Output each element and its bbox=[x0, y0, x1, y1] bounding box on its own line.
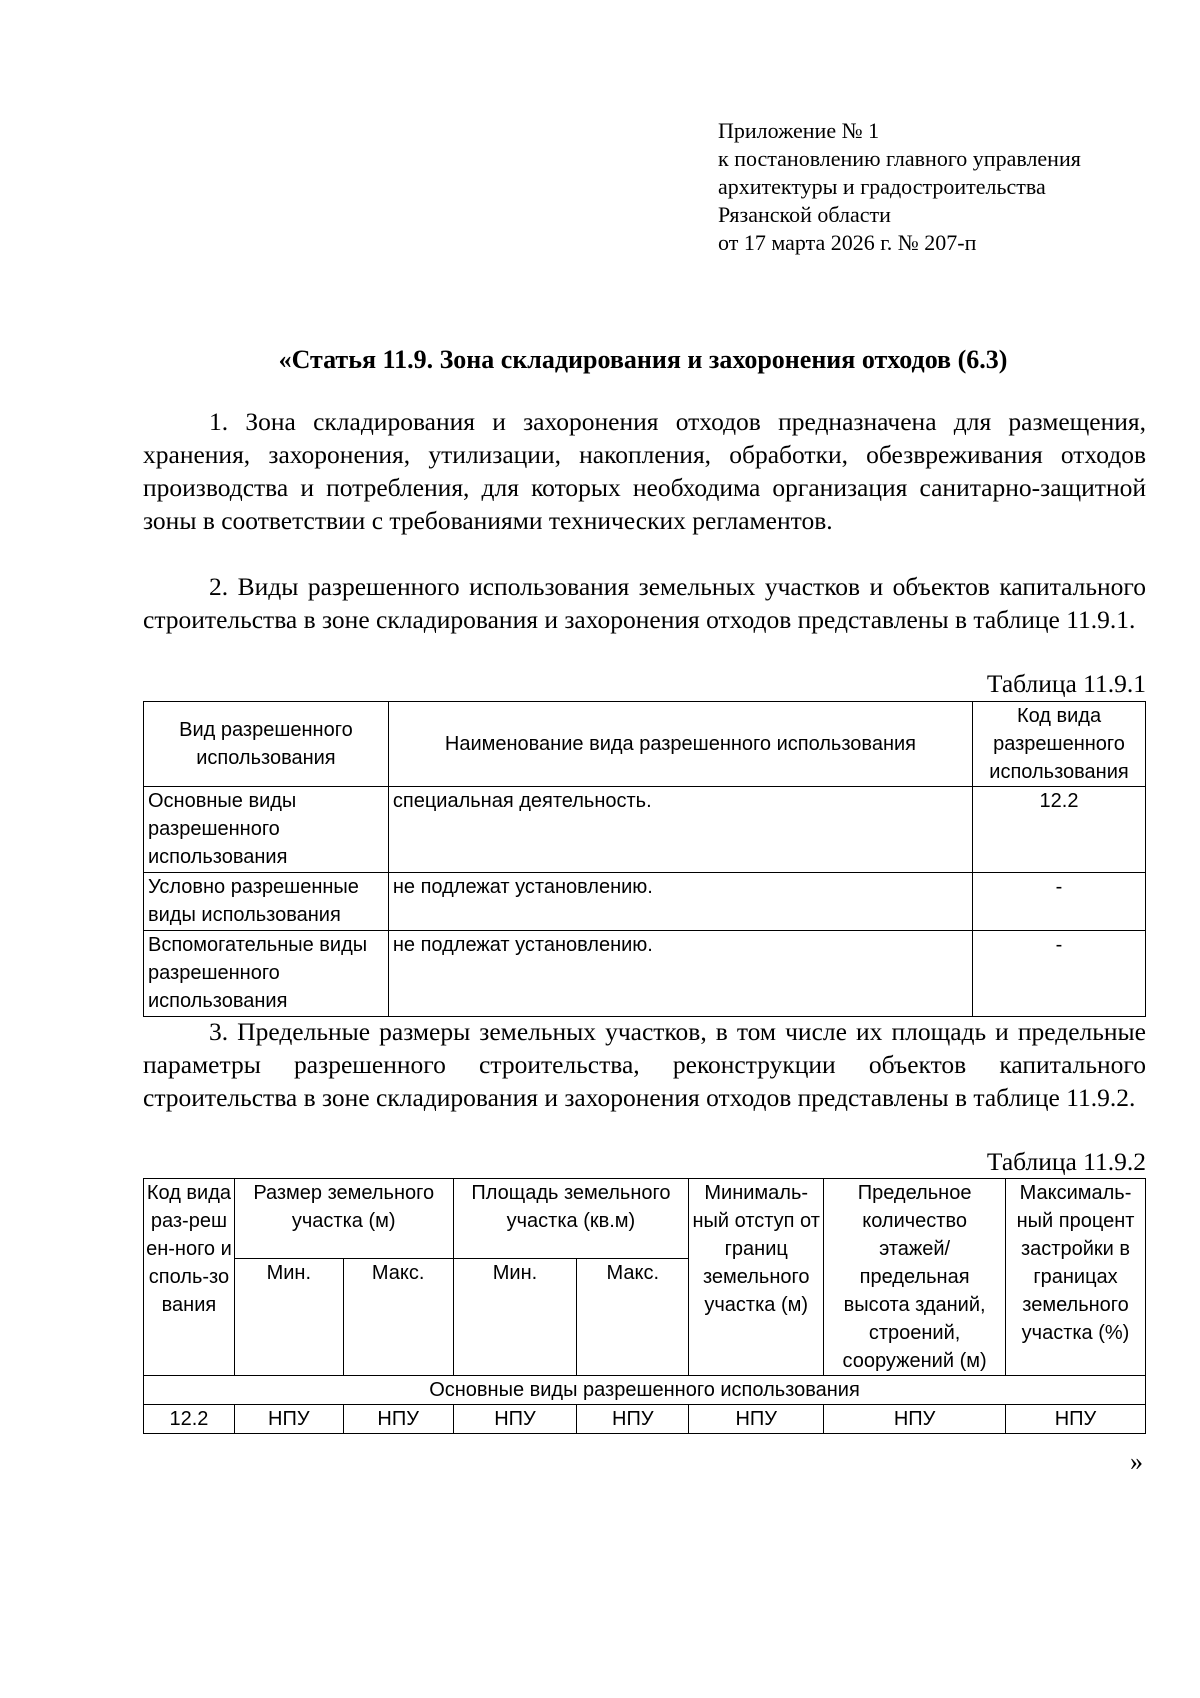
cell-code: - bbox=[973, 931, 1146, 1017]
header-name: Наименование вида разрешенного использования bbox=[388, 702, 972, 787]
cell-setback: НПУ bbox=[689, 1405, 824, 1434]
cell-type: Основные виды разрешенного использования bbox=[144, 787, 389, 873]
table-header-row bbox=[144, 702, 1146, 787]
cell-floors: НПУ bbox=[824, 1405, 1006, 1434]
header-area-min: Мин. bbox=[453, 1259, 577, 1376]
header-type: Вид разрешенного использования bbox=[144, 702, 389, 787]
header-setback: Минималь-ный отступ от границ земельного участка (м) bbox=[689, 1179, 824, 1376]
section-label: Основные виды разрешенного использования bbox=[144, 1376, 1146, 1405]
table-11-9-2 bbox=[143, 1178, 1146, 1434]
appendix-line: архитектуры и градостроительства bbox=[718, 174, 1046, 199]
cell-code: 12.2 bbox=[973, 787, 1146, 873]
table-row bbox=[144, 787, 1146, 873]
header-code: Код вида разрешенного использования bbox=[973, 702, 1146, 787]
appendix-header bbox=[718, 117, 1158, 257]
table-row bbox=[144, 873, 1146, 931]
cell-area-min: НПУ bbox=[453, 1405, 577, 1434]
cell-size-max: НПУ bbox=[343, 1405, 453, 1434]
cell-code: - bbox=[973, 873, 1146, 931]
appendix-line: Приложение № 1 bbox=[718, 118, 880, 143]
cell-type: Вспомогательные виды разрешенного использования bbox=[144, 931, 389, 1017]
paragraph-1: 1. Зона складирования и захоронения отходов предназначена для размещения, хранения, захоронения, утилизации, накопления, обработки, обезвреживания отходов производства и потребления, для которых необходима организация санитарно-защитной зоны в соответствии с требованиями технических регламентов. bbox=[143, 407, 1146, 535]
closing-quote: » bbox=[1130, 1447, 1143, 1476]
cell-name: не подлежат установлению. bbox=[388, 873, 972, 931]
cell-type: Условно разрешенные виды использования bbox=[144, 873, 389, 931]
header-size-max: Макс. bbox=[343, 1259, 453, 1376]
appendix-line: Рязанской области bbox=[718, 202, 891, 227]
cell-name: не подлежат установлению. bbox=[388, 931, 972, 1017]
cell-name: специальная деятельность. bbox=[388, 787, 972, 873]
appendix-line: к постановлению главного управления bbox=[718, 146, 1081, 171]
table2-caption: Таблица 11.9.2 bbox=[986, 1147, 1146, 1176]
header-area: Площадь земельного участка (кв.м) bbox=[453, 1179, 689, 1259]
paragraph-3: 3. Предельные размеры земельных участков, в том числе их площадь и предельные параметры разрешенного строительства, реконструкции объектов капитального строительства в зоне складирования и захоронения отходов представлены в таблице 11.9.2. bbox=[143, 1017, 1146, 1112]
table-header-row bbox=[144, 1179, 1146, 1259]
header-coverage: Максималь-ный процент застройки в границах земельного участка (%) bbox=[1006, 1179, 1146, 1376]
table-row bbox=[144, 931, 1146, 1017]
table-11-9-1 bbox=[143, 701, 1146, 1017]
header-area-max: Макс. bbox=[577, 1259, 689, 1376]
paragraph-2: 2. Виды разрешенного использования земельных участков и объектов капитального строительства в зоне складирования и захоронения отходов представлены в таблице 11.9.1. bbox=[143, 572, 1146, 634]
table-row bbox=[144, 1405, 1146, 1434]
cell-coverage: НПУ bbox=[1006, 1405, 1146, 1434]
cell-code: 12.2 bbox=[144, 1405, 235, 1434]
header-floors: Предельное количество этажей/ предельная высота зданий, строений, сооружений (м) bbox=[824, 1179, 1006, 1376]
appendix-line: от 17 марта 2026 г. № 207-п bbox=[718, 230, 977, 255]
table-section-row bbox=[144, 1376, 1146, 1405]
header-code: Код вида раз-решен-ного исполь-зования bbox=[144, 1179, 235, 1376]
header-size: Размер земельного участка (м) bbox=[234, 1179, 453, 1259]
table1-caption: Таблица 11.9.1 bbox=[986, 669, 1146, 698]
cell-area-max: НПУ bbox=[577, 1405, 689, 1434]
article-title: «Статья 11.9. Зона складирования и захоронения отходов (6.3) bbox=[278, 345, 1008, 374]
cell-size-min: НПУ bbox=[234, 1405, 343, 1434]
header-size-min: Мин. bbox=[234, 1259, 343, 1376]
